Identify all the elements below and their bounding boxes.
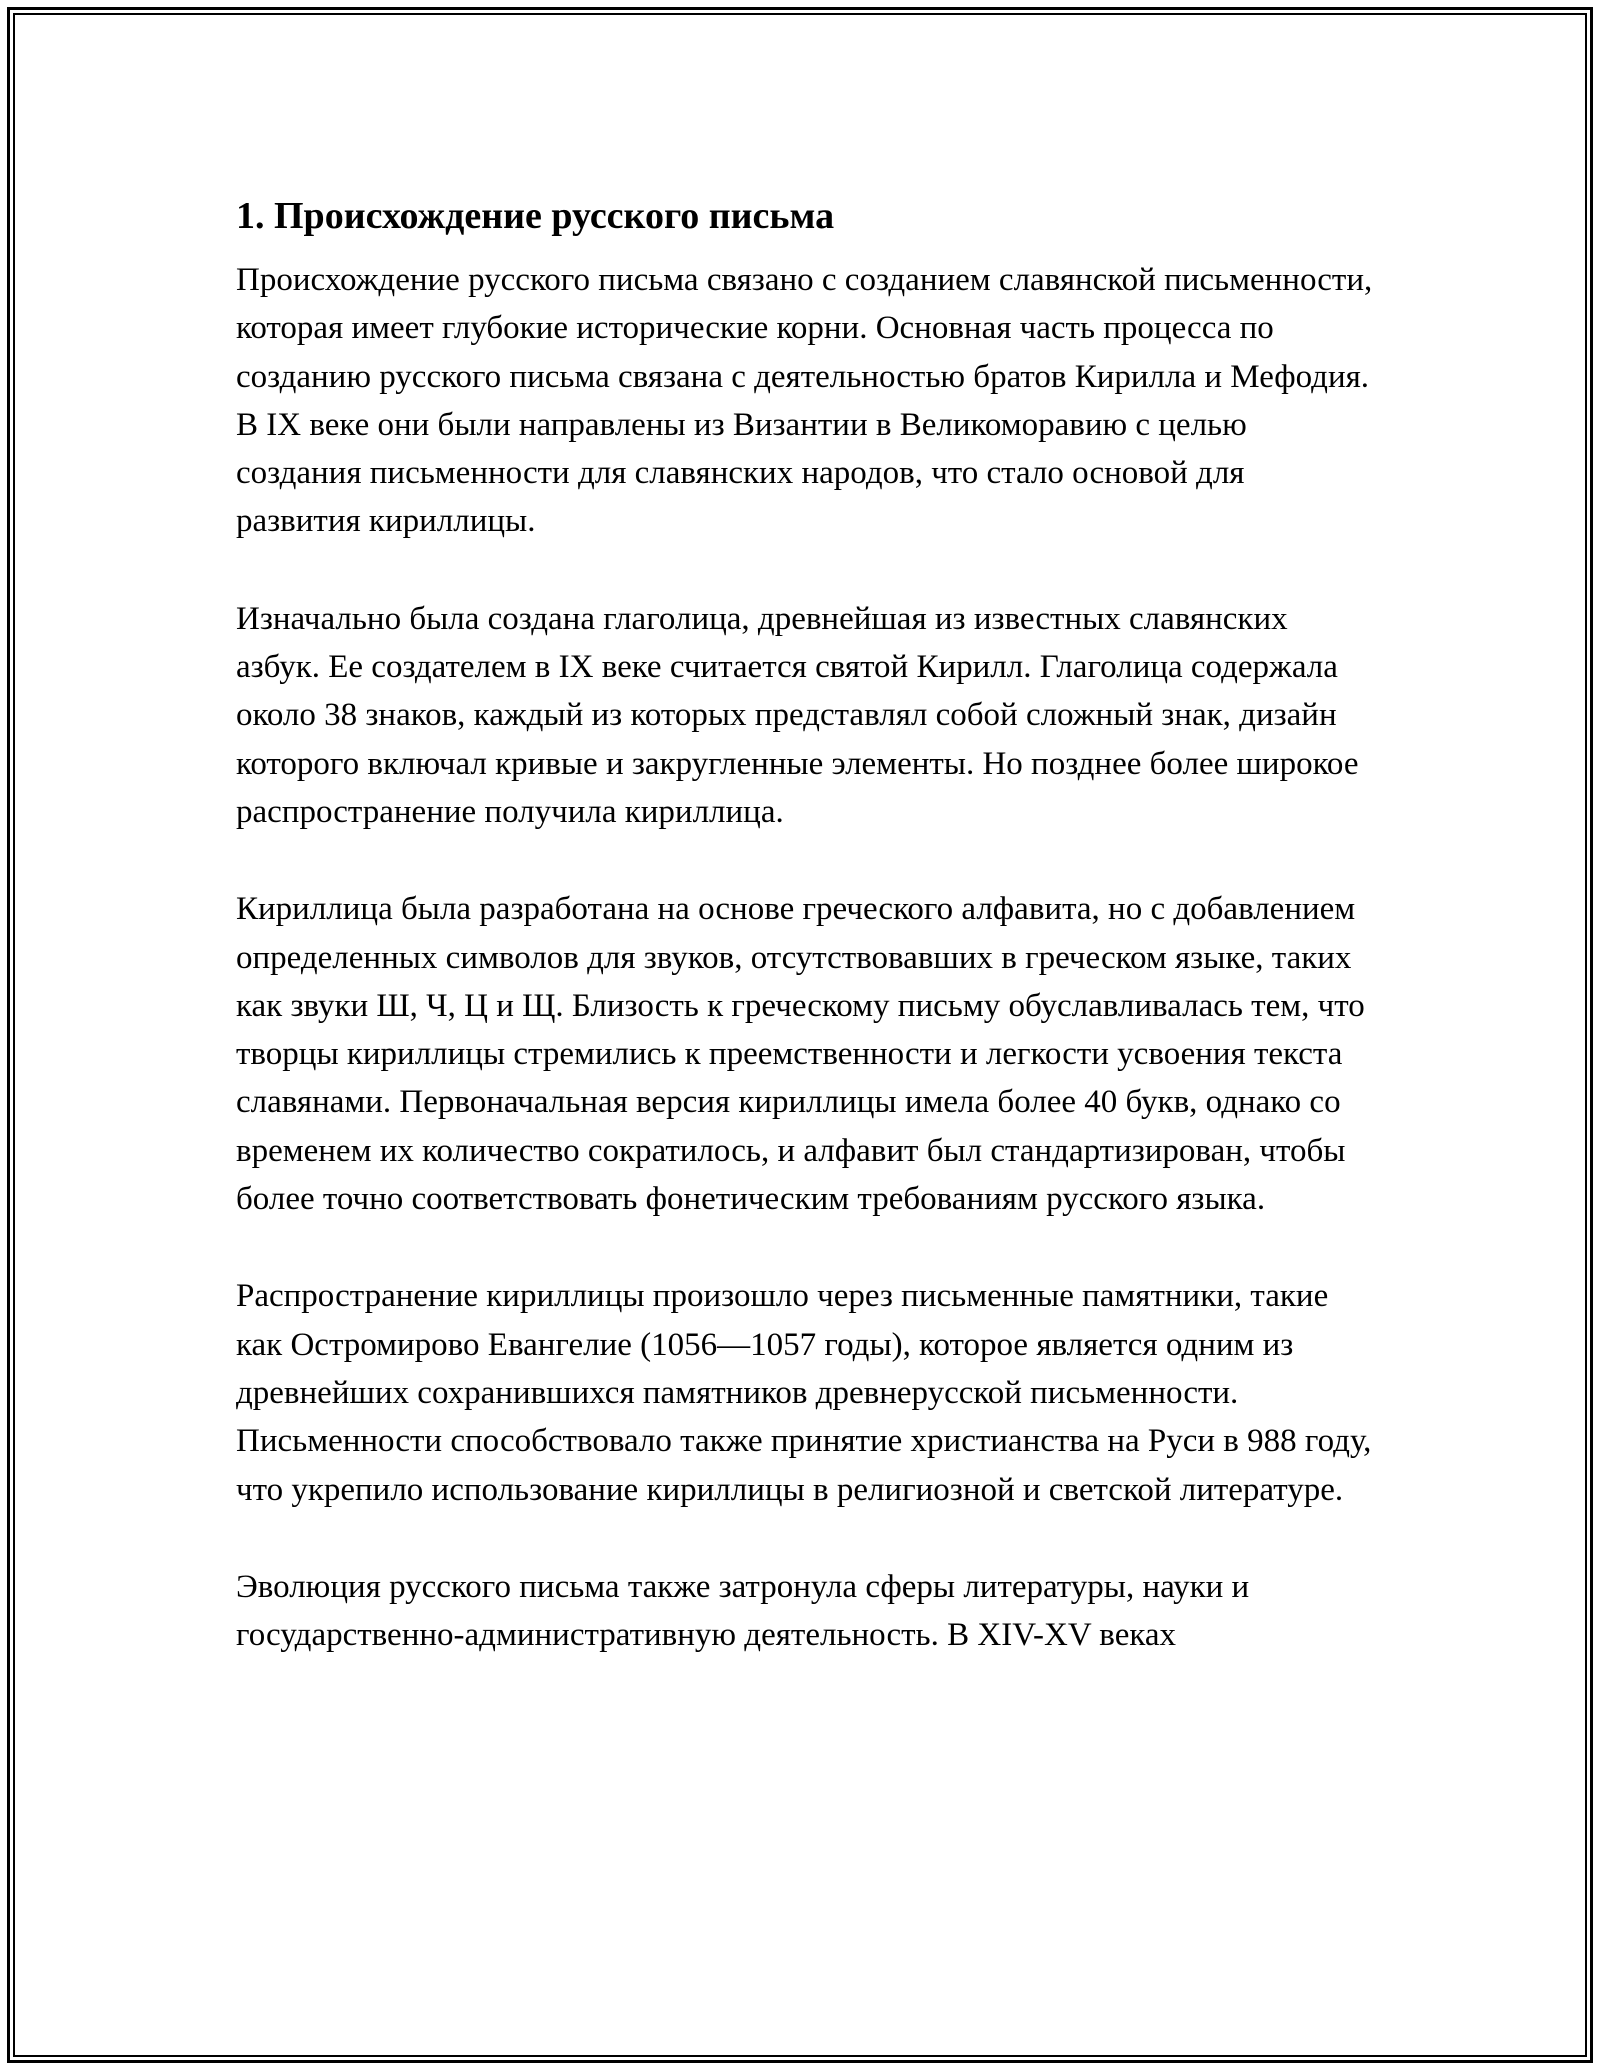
document-body [236, 188, 1376, 1708]
section-title: 1. Происхождение русского письма [236, 195, 835, 237]
paragraph-evolution: Эволюция русского письма также затронула сферы литературы, науки и государственно-административную деятельность. В XIV-XV веках [236, 1568, 1250, 1654]
paragraph-origin: Происхождение русского письма связано с созданием славянской письменности, которая имеет глубокие исторические корни. Основная часть процесса по созданию русского письма связана с деятельностью братов Кирилла и Мефодия. В IX веке они были направлены из Византии в Великоморавию с целью создания письменности для славянских народов, что стало основой для развития кириллицы. [236, 262, 1373, 540]
paragraph-cyrillic: Кириллица была разработана на основе греческого алфавита, но с добавлением определенных символов для звуков, отсутствовавших в греческом языке, таких как звуки Ш, Ч, Ц и Щ. Близость к греческому письму обуславливалась тем, что творцы кириллицы стремились к преемственности и легкости усвоения текста славянами. Первоначальная версия кириллицы имела более 40 букв, однако со временем их количество сократилось, и алфавит был стандартизирован, чтобы более точно соответствовать фонетическим требованиям русского языка. [236, 891, 1365, 1218]
paragraph-glagolitic: Изначально была создана глаголица, древнейшая из известных славянских азбук. Ее создателем в IX веке считается святой Кирилл. Глаголица содержала около 38 знаков, каждый из которых представлял собой сложный знак, дизайн которого включал кривые и закругленные элементы. Но позднее более широкое распространение получила кириллица. [236, 600, 1359, 830]
paragraph-spread: Распространение кириллицы произошло через письменные памятники, такие как Остромирово Евангелие (1056—1057 годы), которое является одним из древнейших сохранившихся памятников древнерусской письменности. Письменности способствовало также принятие христианства на Руси в 988 году, что укрепило использование кириллицы в религиозной и светской литературе. [236, 1278, 1372, 1508]
